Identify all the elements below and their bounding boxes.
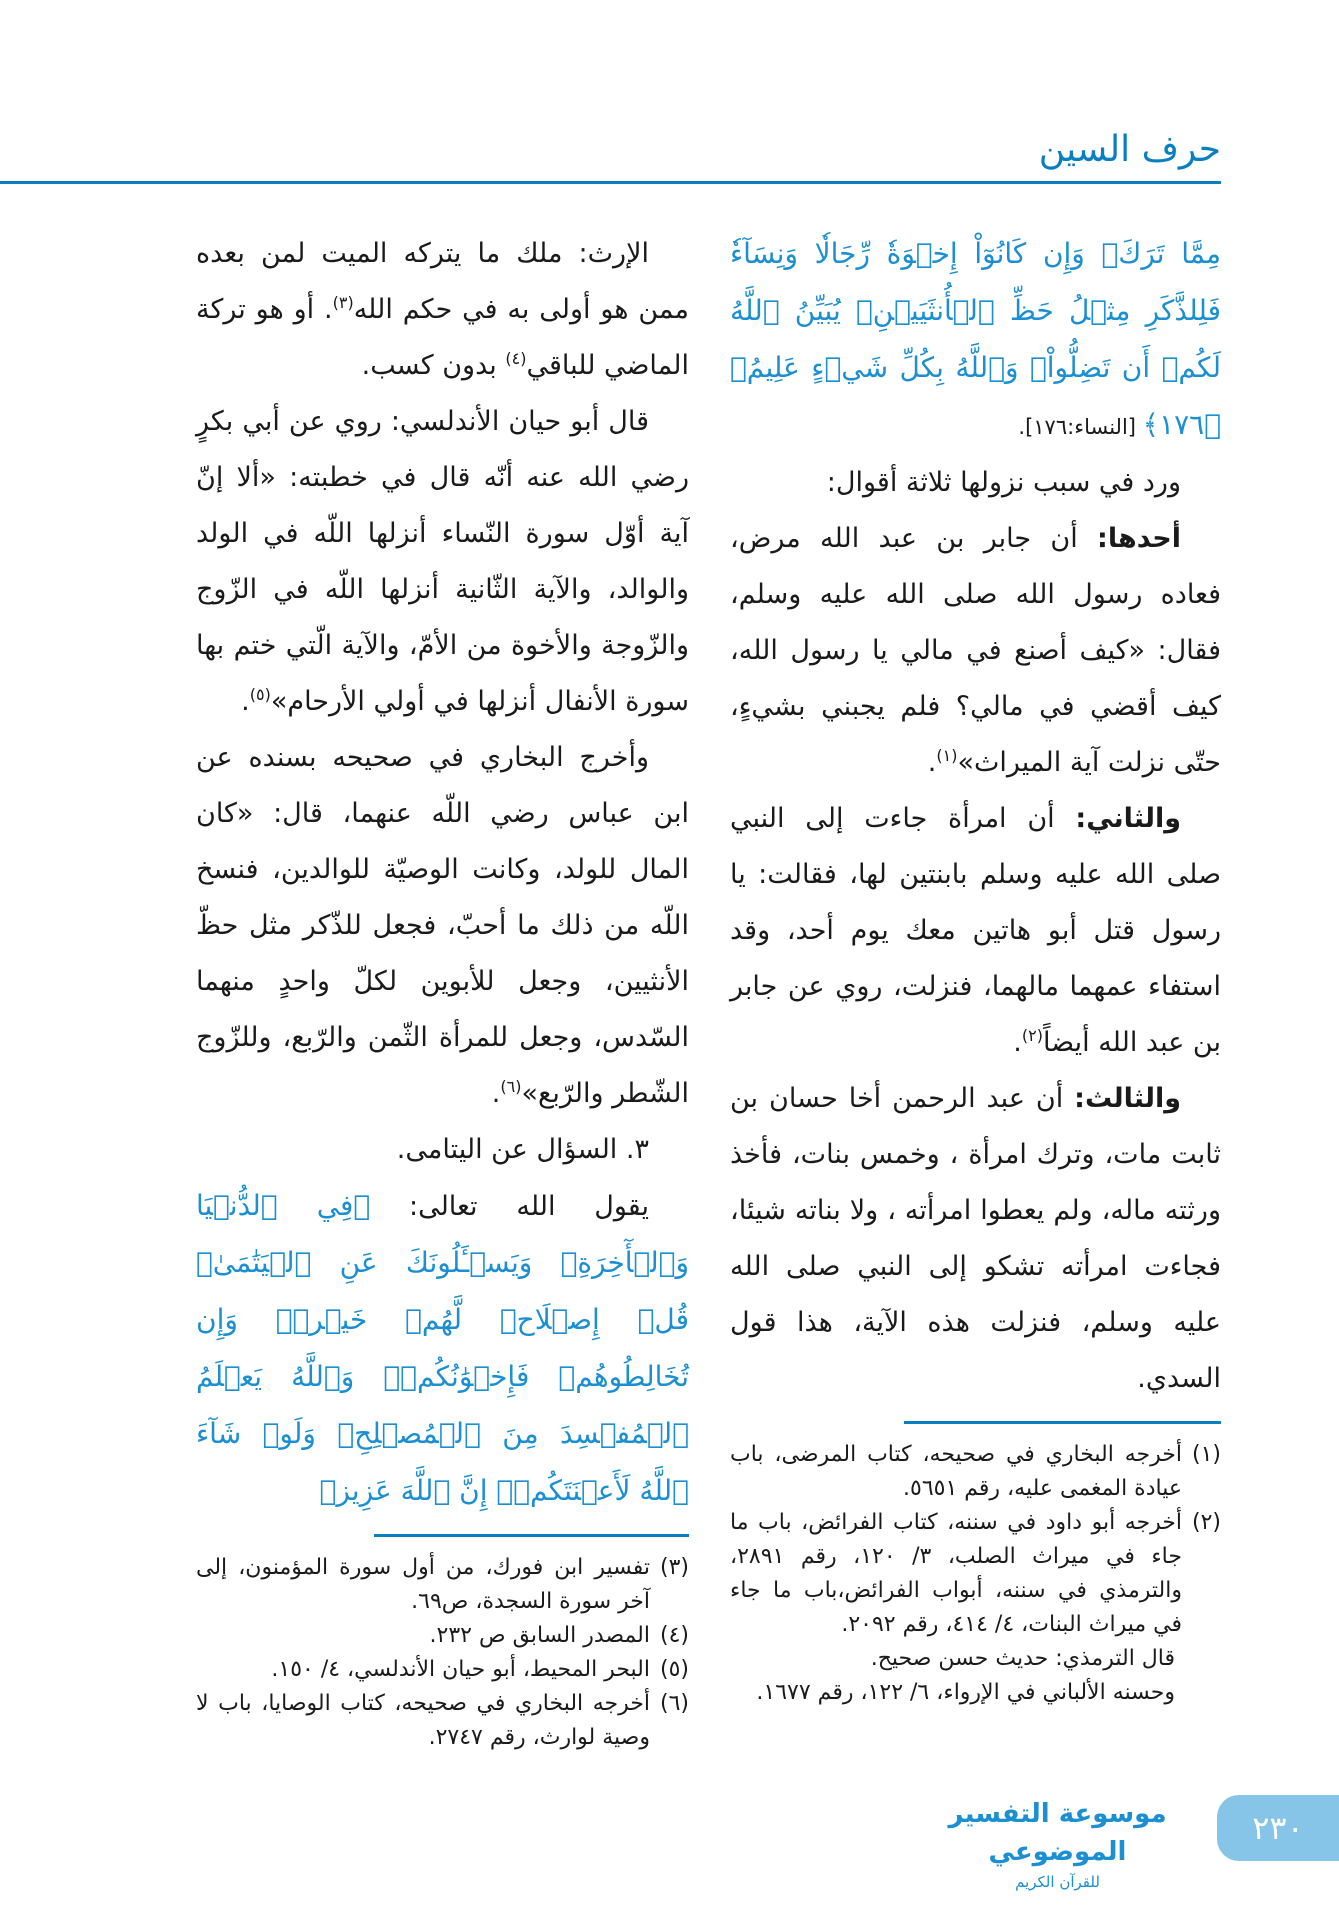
footnote: [196, 1551, 689, 1619]
text-segment: .: [241, 686, 250, 717]
footnote-text: أخرجه أبو داود في سننه، كتاب الفرائض، باب ما جاء في ميراث الصلب، ٣/ ١٢٠، رقم ٢٨٩١، والترمذي في سننه، أبواب الفرائض،باب ما جاء في ميراث البنات، ٤/ ٤١٤، رقم ٢٠٩٢.: [730, 1510, 1182, 1637]
paragraph: [730, 1071, 1221, 1407]
text-segment: . أو هو تركة الماضي للباقي: [196, 294, 689, 381]
paragraph: [196, 394, 689, 730]
encyclopedia-logo: [935, 1795, 1180, 1893]
text-segment: بدون كسب.: [361, 350, 506, 381]
footnote-text: البحر المحيط، أبو حيان الأندلسي، ٤/ ١٥٠.: [271, 1657, 650, 1682]
right-column: [730, 226, 1221, 1407]
paragraph: [196, 730, 689, 1122]
text-segment: .: [491, 1078, 501, 1109]
page-footer: [0, 1785, 1339, 1905]
left-column: [196, 226, 689, 1520]
chapter-title: حرف السين: [1038, 129, 1221, 170]
footnote: [196, 1653, 689, 1687]
text-segment: أن جابر بن عبد الله مرض، فعاده رسول الله صلى الله عليه وسلم، فقال: «كيف أصنع في مالي يا رسول الله، كيف أقضي في مالي؟ فلم يجبني بشيءٍ، حتّى نزلت آية الميراث»: [730, 523, 1221, 778]
paragraph: [730, 791, 1221, 1071]
quran-verse: ﴿فِي ٱلدُّنۡيَا وَٱلۡأٓخِرَةِۗ وَيَسۡـَٔلُونَكَ عَنِ ٱلۡيَتَٰمَىٰۖ قُلۡ إِصۡلَاحٞ لَّهُمۡ خَيۡرٞۖ وَإِن تُخَالِطُوهُمۡ فَإِخۡوَٰنُكُمۡۚ وَٱللَّهُ يَعۡلَمُ ٱلۡمُفۡسِدَ مِنَ ٱلۡمُصۡلِحِۚ وَلَوۡ شَآءَ ٱللَّهُ لَأَعۡنَتَكُمۡۚ إِنَّ ٱللَّهَ عَزِيزٞ: [196, 1189, 689, 1507]
footnote-number: [1185, 1642, 1221, 1676]
quran-verse: مِمَّا تَرَكَۚ وَإِن كَانُوٓاْ إِخۡوَةٗ رِّجَالٗا وَنِسَآءٗ فَلِلذَّكَرِ مِثۡلُ حَظِّ ٱلۡأُنثَيَيۡنِۗ يُبَيِّنُ ٱللَّهُ لَكُمۡ أَن تَضِلُّواْۗ وَٱللَّهُ بِكُلِّ شَيۡءٍ عَلِيمُۢ ﴿١٧٦﴾: [730, 237, 1221, 441]
right-column-wrapper: [730, 226, 1221, 1710]
footnote: [730, 1642, 1221, 1676]
footnote-marker: (٤): [505, 349, 527, 368]
footnote-number: (٥): [659, 1657, 689, 1682]
footnote-number: (٢): [1191, 1510, 1221, 1535]
text-segment: قال أبو حيان الأندلسي: روي عن أبي بكرٍ رضي الله عنه أنّه قال في خطبته: «ألا إنّ آية أوّل سورة النّساء أنزلها اللّه في الولد والوالد، والآية الثّانية أنزلها اللّه في الزّوج والزّوجة والأخوة من الأمّ، والآية الّتي ختم بها سورة الأنفال أنزلها في أولي الأرحام»: [196, 406, 689, 717]
left-column-wrapper: [196, 226, 689, 1755]
paragraph: [730, 511, 1221, 791]
logo-title: موسوعة التفسير الموضوعي: [948, 1799, 1167, 1867]
text-segment: ورد في سبب نزولها ثلاثة أقوال:: [826, 467, 1181, 498]
footnote: [730, 1676, 1221, 1710]
text-segment: .: [927, 747, 937, 778]
footnote-divider-left: [374, 1534, 689, 1537]
lead-in: والثالث:: [1074, 1083, 1181, 1114]
text-segment: أن امرأة جاءت إلى النبي صلى الله عليه وسلم بابنتين لها، فقالت: يا رسول قتل أبو هاتين معك يوم أحد، وقد استفاء عمهما مالهما، فنزلت، روي عن جابر بن عبد الله أيضاً: [730, 803, 1221, 1058]
page-body: [0, 186, 1339, 1755]
footnotes-left: [196, 1551, 689, 1755]
paragraph: [730, 226, 1221, 455]
footnote-number: (٤): [659, 1623, 689, 1648]
footnote-marker: (٢): [1021, 1026, 1043, 1045]
text-segment: وأخرج البخاري في صحيحه بسنده عن ابن عباس رضي اللّه عنهما، قال: «كان المال للولد، وكانت الوصيّة للوالدين، فنسخ اللّه من ذلك ما أحبّ، فجعل للذّكر مثل حظّ الأنثيين، وجعل للأبوين لكلّ واحدٍ منهما السّدس، وجعل للمرأة الثّمن والرّبع، وللزّوج الشّطر والرّبع»: [196, 742, 689, 1109]
page-header: [0, 0, 1339, 186]
footnote: [196, 1619, 689, 1653]
text-segment: .: [1013, 1027, 1022, 1058]
footnote-text: المصدر السابق ص ٢٣٢.: [429, 1623, 650, 1648]
footnote-text: وحسنه الألباني في الإرواء، ٦/ ١٢٢، رقم ١٦٧٧.: [756, 1680, 1175, 1705]
lead-in: والثاني:: [1075, 803, 1181, 834]
footnote-text: أخرجه البخاري في صحيحه، كتاب الوصايا، باب لا وصية لوارث، رقم ٢٧٤٧.: [196, 1691, 650, 1750]
page-number: ٢٣٠: [1217, 1795, 1339, 1861]
verse-reference: [النساء:١٧٦].: [1018, 415, 1143, 439]
logo-subtitle: للقرآن الكريم: [1015, 1873, 1100, 1891]
paragraph: [196, 1178, 689, 1520]
footnote-number: (٦): [659, 1691, 689, 1716]
footnote: [730, 1438, 1221, 1506]
footnote-number: (١): [1191, 1442, 1221, 1467]
paragraph: [196, 226, 689, 394]
footnote: [730, 1506, 1221, 1642]
footnote-divider-right: [904, 1421, 1221, 1424]
paragraph: [730, 455, 1221, 511]
footnotes-right: [730, 1438, 1221, 1710]
footnote-marker: (٦): [500, 1077, 522, 1096]
header-divider: [0, 181, 1221, 184]
text-segment: يقول الله تعالى:: [370, 1191, 649, 1222]
text-segment: أن عبد الرحمن أخا حسان بن ثابت مات، وترك امرأة ، وخمس بنات، فأخذ ورثته ماله، ولم يعطوا امرأته ، ولا بناته شيئا، فجاءت امرأته تشكو إلى النبي صلى الله عليه وسلم، فنزلت هذه الآية، هذا قول السدي.: [730, 1083, 1221, 1394]
footnote: [196, 1687, 689, 1755]
footnote-text: أخرجه البخاري في صحيحه، كتاب المرضى، باب عيادة المغمى عليه، رقم ٥٦٥١.: [730, 1442, 1182, 1501]
text-segment: الإرث: ملك ما يتركه الميت لمن بعده ممن هو أولى به في حكم الله: [196, 238, 689, 325]
footnote-number: (٣): [659, 1555, 689, 1580]
text-segment: ٣. السؤال عن اليتامى.: [396, 1134, 649, 1165]
lead-in: أحدها:: [1097, 523, 1181, 554]
footnote-text: قال الترمذي: حديث حسن صحيح.: [870, 1646, 1175, 1671]
footnote-text: تفسير ابن فورك، من أول سورة المؤمنون، إلى آخر سورة السجدة، ص٦٩.: [196, 1555, 650, 1614]
footnote-number: [1185, 1676, 1221, 1710]
footnote-marker: (١): [936, 746, 958, 765]
footnote-marker: (٥): [249, 685, 271, 704]
paragraph: [196, 1122, 689, 1178]
footnote-marker: (٣): [332, 293, 354, 312]
